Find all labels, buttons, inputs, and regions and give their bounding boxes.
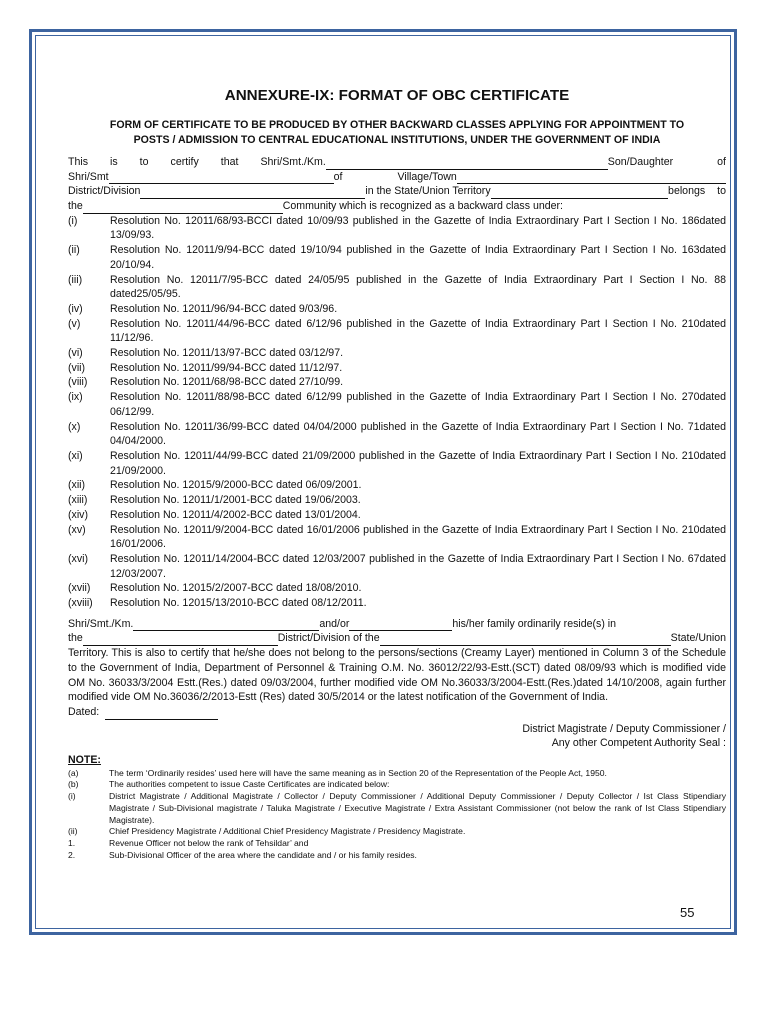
resolution-item <box>68 317 726 346</box>
resolution-item-number: (xv) <box>68 523 86 536</box>
state-ut-label: in the State/Union Territory <box>365 185 491 198</box>
note-item-text: District Magistrate / Additional Magistrate / Collector / Deputy Commissioner / Additional Deputy Commissioner / Deputy Collector / Ist Class Stipendiary Magistrate / Sub-Divisional magistrate / Taluka Magistrate / Executive Magistrate / Extra Assistant Commissioner (not below the rank of Ist Class Stipendiary Magistrate). <box>109 791 726 825</box>
resolution-item-number: (xiii) <box>68 494 88 507</box>
resolution-item <box>68 596 726 611</box>
signature-line-2: Any other Competent Authority Seal : <box>551 737 726 750</box>
resolution-item-text: Resolution No. 12011/4/2002-BCC dated 13/01/2004. <box>110 508 361 521</box>
reside-label: his/her family ordinarily reside(s) in <box>452 617 617 630</box>
community-label: Community which is recognized as a backward class under: <box>282 200 564 213</box>
resolution-item-text: Resolution No. 12011/7/95-BCC dated 24/05/95 published in the Gazette of India Extraordinary Part I Section I No. 88 dated25/05/95. <box>110 273 726 301</box>
page-number: 55 <box>680 905 695 920</box>
certificate-content <box>68 86 726 861</box>
village-town-blank[interactable] <box>457 172 726 184</box>
and-or-label: and/or <box>319 617 350 630</box>
note-item-text: Revenue Officer not below the rank of Tehsildar’ and <box>109 837 309 848</box>
resolution-item <box>68 273 726 302</box>
resolution-item-text: Resolution No. 12011/9/94-BCC dated 19/10/94 published in the Gazette of India Extraordinary Part I Section I No. 163dated 20/10/94. <box>110 244 726 271</box>
resolution-item-text: Resolution No. 12015/13/2010-BCC dated 08/12/2011. <box>110 597 367 610</box>
subtitle-line-1: FORM OF CERTIFICATE TO BE PRODUCED BY OTHER BACKWARD CLASSES APPLYING FOR APPOINTMENT TO <box>109 119 685 131</box>
note-item-number: (i) <box>68 791 76 802</box>
state-blank[interactable] <box>491 187 668 199</box>
note-item <box>68 838 726 850</box>
residence-district-blank[interactable] <box>83 634 278 646</box>
intro-word-is: is <box>110 155 118 168</box>
intro-word-certify: certify <box>170 155 199 168</box>
note-item <box>68 779 726 791</box>
note-item <box>68 791 726 826</box>
parent-name-blank[interactable] <box>109 172 334 184</box>
resolution-item <box>68 361 726 376</box>
reside-label-wrap <box>452 617 726 632</box>
note-item-number: (b) <box>68 779 79 790</box>
note-item-number: (a) <box>68 767 79 778</box>
intro-word-this: This <box>68 155 89 168</box>
district-of-label: District/Division of the <box>277 632 380 645</box>
resolution-item-text: Resolution No. 12011/44/96-BCC dated 6/12/96 published in the Gazette of India Extraordinary Part I Section I No. 210dated 11/12/96. <box>110 317 726 345</box>
resolution-item-text: Resolution No. 12011/1/2001-BCC dated 19/06/2003. <box>110 494 361 507</box>
resolution-item <box>68 449 726 478</box>
note-item-text: Sub-Divisional Officer of the area where the candidate and / or his family resides. <box>109 849 417 860</box>
note-item-number: 2. <box>68 849 76 860</box>
intro-line-1 <box>68 155 726 170</box>
resolution-item <box>68 508 726 523</box>
state-union-label: State/Union <box>670 632 726 645</box>
resolution-item <box>68 302 726 317</box>
dated-label: Dated: <box>68 705 100 718</box>
resolution-item-text: Resolution No. 12011/99/94-BCC dated 11/12/97. <box>110 361 343 374</box>
residence-name-blank[interactable] <box>133 619 319 631</box>
resolution-item-number: (vi) <box>68 347 83 360</box>
resolution-item <box>68 390 726 419</box>
to-label: to <box>717 185 726 198</box>
intro-line-4 <box>68 199 726 214</box>
resolution-item-text: Resolution No. 12011/44/99-BCC dated 21/09/2000 published in the Gazette of India Extraordinary Part I Section I No. 210dated 21/09/2000. <box>110 450 726 477</box>
resolution-item-text: Resolution No. 12011/36/99-BCC dated 04/04/2000 published in the Gazette of India Extraordinary Part I Section I No. 71dated 04/04/2000. <box>110 420 726 448</box>
note-item-number: 1. <box>68 837 76 848</box>
note-item <box>68 850 726 862</box>
resolution-item <box>68 420 726 449</box>
note-item-text: The term ‘Ordinarily resides’ used here will have the same meaning as in Section 20 of the Representation of the People Act, 1950. <box>109 767 607 778</box>
residence-state-blank[interactable] <box>380 634 671 646</box>
note-item <box>68 768 726 780</box>
residence-line-2 <box>68 631 726 646</box>
notes-list <box>68 768 726 862</box>
resolution-item-text: Resolution No. 12011/13/97-BCC dated 03/12/97. <box>110 347 344 360</box>
page-title: ANNEXURE-IX: FORMAT OF OBC CERTIFICATE <box>224 87 570 104</box>
note-item-text: The authorities competent to issue Caste Certificates are indicated below: <box>109 779 390 790</box>
resolution-item-text: Resolution No. 12011/14/2004-BCC dated 12/03/2007 published in the Gazette of India Extraordinary Part I Section I No. 67dated 12/03/2007. <box>110 552 726 580</box>
of-label-2: of <box>333 170 343 183</box>
of-label: of <box>717 155 726 168</box>
signature-block <box>68 722 726 751</box>
residence-name-label: Shri/Smt./Km. <box>68 617 134 630</box>
resolution-item-text: Resolution No. 12015/9/2000-BCC dated 06/09/2001. <box>110 479 362 492</box>
resolution-item <box>68 523 726 552</box>
community-blank[interactable] <box>83 202 283 214</box>
resolution-item <box>68 493 726 508</box>
subtitle-line-2: POSTS / ADMISSION TO CENTRAL EDUCATIONAL INSTITUTIONS, UNDER THE GOVERNMENT OF INDIA <box>133 133 661 146</box>
note-heading: NOTE: <box>68 754 101 767</box>
intro-word-that: that <box>220 155 239 168</box>
resolution-item-text: Resolution No. 12011/68/93-BCCI dated 10/09/93 published in the Gazette of India Extraordinary Part I Section I No. 186dated 13/09/93. <box>110 214 726 242</box>
son-daughter-label: Son/Daughter <box>607 155 674 168</box>
resolution-item-number: (xiv) <box>68 508 89 521</box>
resolution-item-number: (viii) <box>68 376 88 389</box>
form-subtitle <box>68 118 726 147</box>
resolution-item-number: (v) <box>68 317 81 330</box>
resolution-item-text: Resolution No. 12011/96/94-BCC dated 9/03/96. <box>110 302 338 315</box>
resolution-item-number: (iv) <box>68 302 83 315</box>
creamy-layer-paragraph: Territory. This is also to certify that he/she does not belong to the persons/sections (Creamy Layer) mentioned in Column 3 of the Schedule to the Government of India, Department of Personnel & Training O.M. No. 36012/22/93-Estt.(SCT) dated 08/09/93 which is modified vide OM No. 36033/3/2004 Estt.(Res.) dated 09/03/2004, further modified vide OM No.36033/3/2004-Estt.(Res.)dated 14/10/2008, again further modified vide OM No.36036/2/2013-Estt (Res) dated 30/5/2014 or the latest notification of the Government of India. <box>68 647 726 704</box>
dated-blank[interactable] <box>105 708 218 720</box>
resolution-item-number: (x) <box>68 420 81 433</box>
resolution-item-number: (xii) <box>68 479 86 492</box>
resolution-item <box>68 214 726 243</box>
family-blank[interactable] <box>349 619 452 631</box>
note-item-number: (ii) <box>68 826 78 837</box>
resolution-item-number: (xvii) <box>68 582 91 595</box>
district-blank[interactable] <box>140 187 365 199</box>
intro-line-2 <box>68 170 726 185</box>
the-label: the <box>68 200 83 213</box>
signature-line-1: District Magistrate / Deputy Commissioner / <box>522 722 726 735</box>
name-blank[interactable] <box>326 158 608 170</box>
district-division-label: District/Division <box>68 185 141 198</box>
resolution-item-text: Resolution No. 12011/9/2004-BCC dated 16/01/2006 published in the Gazette of India Extraordinary Part I Section I No. 210dated 16/01/2006. <box>110 523 726 551</box>
name-label: Shri/Smt./Km. <box>260 155 326 168</box>
resolution-item-number: (iii) <box>68 273 83 286</box>
note-item-text: Chief Presidency Magistrate / Additional Chief Presidency Magistrate / Presidency Magistrate. <box>109 826 466 837</box>
resolution-item-number: (xviii) <box>68 597 93 610</box>
resolution-item-text: Resolution No. 12011/68/98-BCC dated 27/10/99. <box>110 376 344 389</box>
resolution-item-number: (ix) <box>68 391 83 404</box>
resolution-item <box>68 478 726 493</box>
resolution-item-number: (i) <box>68 214 78 227</box>
parent-label: Shri/Smt <box>68 170 109 183</box>
intro-word-to: to <box>139 155 149 168</box>
resolution-item <box>68 243 726 272</box>
dated-line <box>68 705 726 720</box>
resolutions-list <box>68 214 726 611</box>
resolution-item-number: (ii) <box>68 244 80 257</box>
resolution-item-number: (xi) <box>68 450 83 462</box>
resolution-item-number: (vii) <box>68 361 86 374</box>
resolution-item-text: Resolution No. 12015/2/2007-BCC dated 18/08/2010. <box>110 582 362 595</box>
resolution-item-text: Resolution No. 12011/88/98-BCC dated 6/12/99 published in the Gazette of India Extraordinary Part I Section I No. 270dated 06/12/99. <box>110 391 726 418</box>
residence-line-1 <box>68 617 726 632</box>
village-town-label: Village/Town <box>397 170 457 183</box>
resolution-item <box>68 375 726 390</box>
note-item <box>68 826 726 838</box>
resolution-item <box>68 346 726 361</box>
resolution-item-number: (xvi) <box>68 552 89 565</box>
resolution-item <box>68 581 726 596</box>
belongs-label: belongs <box>668 185 706 198</box>
resolution-item <box>68 552 726 581</box>
residence-the-label: the <box>68 632 83 645</box>
intro-line-3 <box>68 184 726 199</box>
